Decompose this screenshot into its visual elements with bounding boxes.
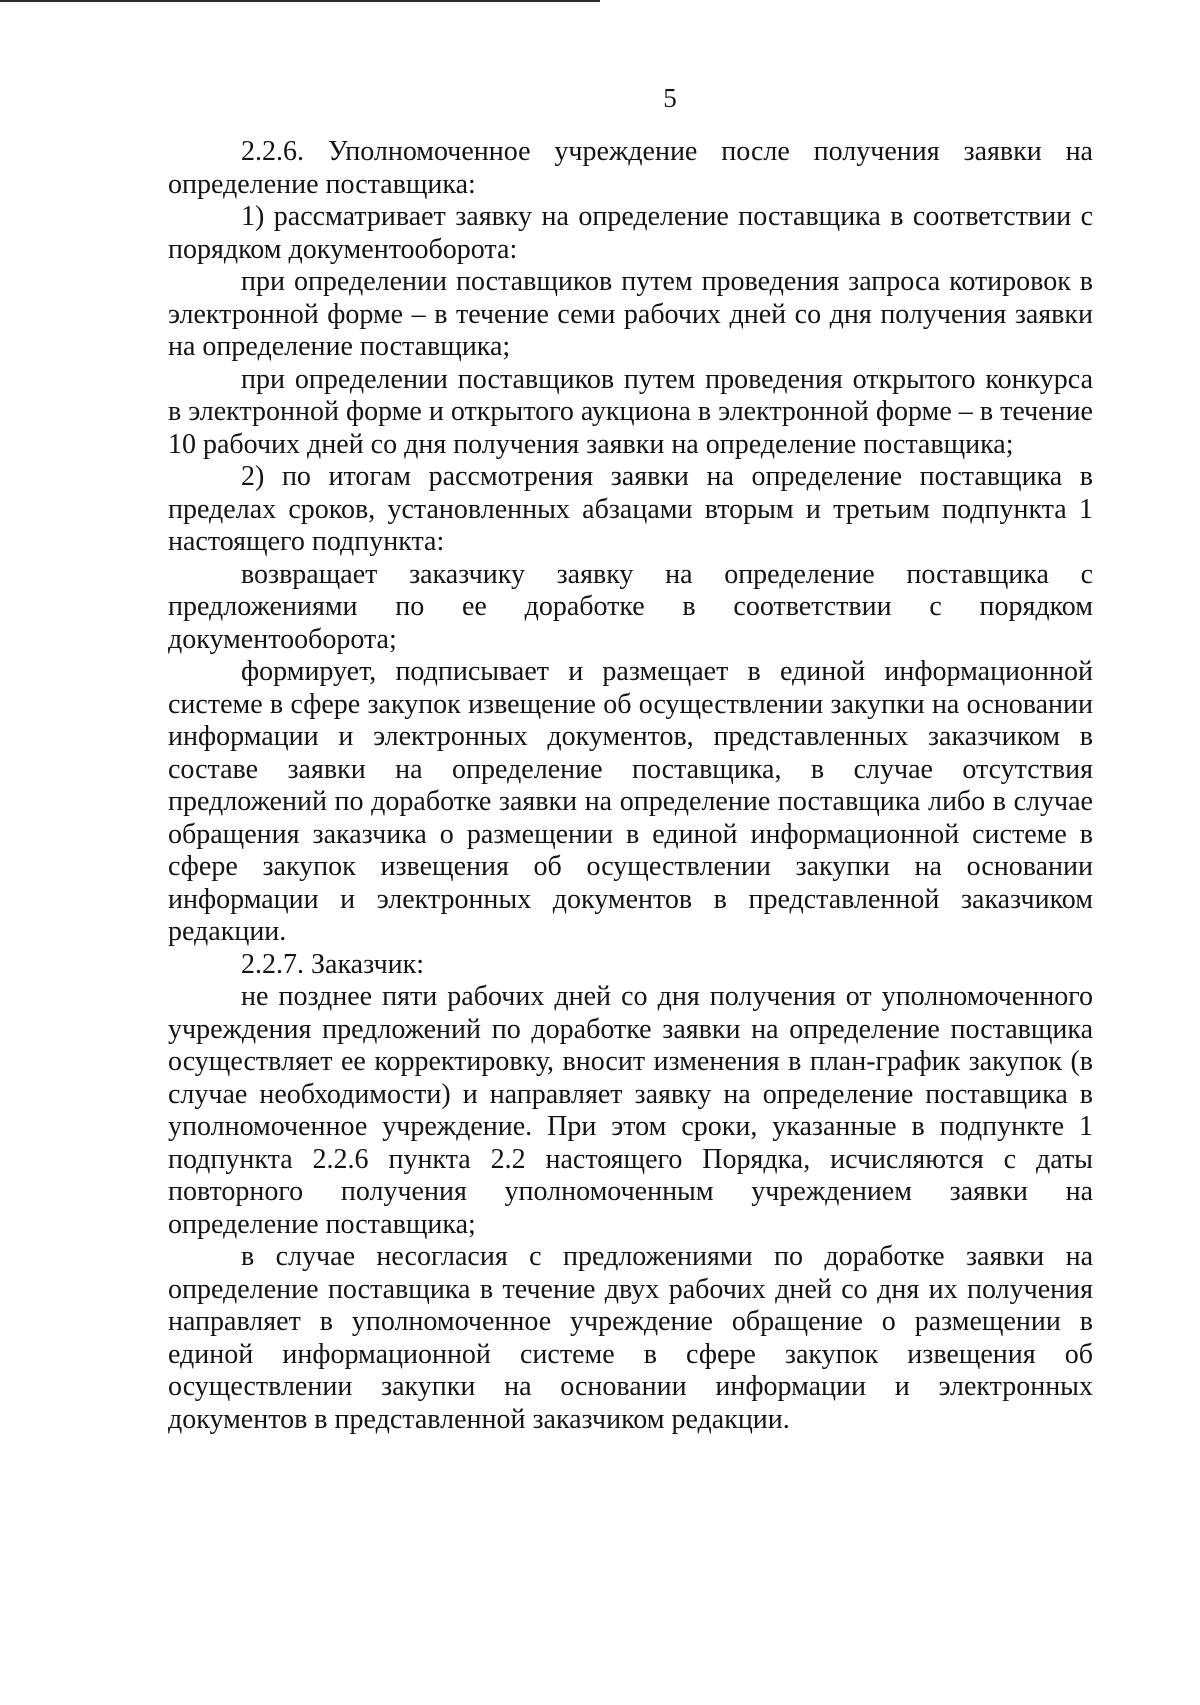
paragraph-tender-auction-deadline: при определении поставщиков путем проведения открытого конкурса в электронной форме и открытого аукциона в электронной форме – в течение 10 рабочих дней со дня получения заявки на определение поставщика; <box>168 363 1093 460</box>
paragraph-form-notice: формирует, подписывает и размещает в единой информационной системе в сфере закупок извещение об осуществлении закупки на основании информации и электронных документов, представленных заказчиком в составе заявки на определение поставщика, в случае отсутствия предложений по доработке заявки на определение поставщика либо в случае обращения заказчика о размещении в единой информационной системе в сфере закупок извещения об осуществлении закупки на основании информации и электронных документов в представленной заказчиком редакции. <box>168 656 1093 947</box>
scan-edge-line <box>0 0 600 2</box>
paragraph-customer-disagreement: в случае несогласия с предложениями по доработке заявки на определение поставщика в течение двух рабочих дней со дня их получения направляет в уполномоченное учреждение обращение о размещении в единой информационной системе в сфере закупок извещения об осуществлении закупки на основании информации и электронных документов в представленной заказчиком редакции. <box>168 1241 1093 1435</box>
paragraph-2-2-7-heading: 2.2.7. Заказчик: <box>241 948 425 980</box>
paragraph-return-to-customer: возвращает заказчику заявку на определение поставщика с предложениями по ее доработке в соответствии с порядком документооборота; <box>168 558 1093 655</box>
paragraph-item-1: 1) рассматривает заявку на определение поставщика в соответствии с порядком документооборота: <box>168 201 1093 265</box>
paragraph-customer-correction: не позднее пяти рабочих дней со дня получения от уполномоченного учреждения предложений по доработке заявки на определение поставщика осуществляет ее корректировку, вносит изменения в план-график закупок (в случае необходимости) и направляет заявку на определение поставщика в уполномоченное учреждение. При этом сроки, указанные в подпункте 1 подпункта 2.2.6 пункта 2.2 настоящего Порядка, исчисляются с даты повторного получения уполномоченным учреждением заявки на определение поставщика; <box>168 981 1093 1240</box>
document-body <box>168 136 1093 1436</box>
paragraph-quotation-deadline: при определении поставщиков путем проведения запроса котировок в электронной форме – в течение семи рабочих дней со дня получения заявки на определение поставщика; <box>168 266 1093 362</box>
paragraph-2-2-6-heading: 2.2.6. Уполномоченное учреждение после получения заявки на определение поставщика: <box>168 136 1093 200</box>
paragraph-item-2: 2) по итогам рассмотрения заявки на определение поставщика в пределах сроков, установленных абзацами вторым и третьим подпункта 1 настоящего подпункта: <box>168 461 1093 557</box>
page-number: 5 <box>663 83 677 113</box>
